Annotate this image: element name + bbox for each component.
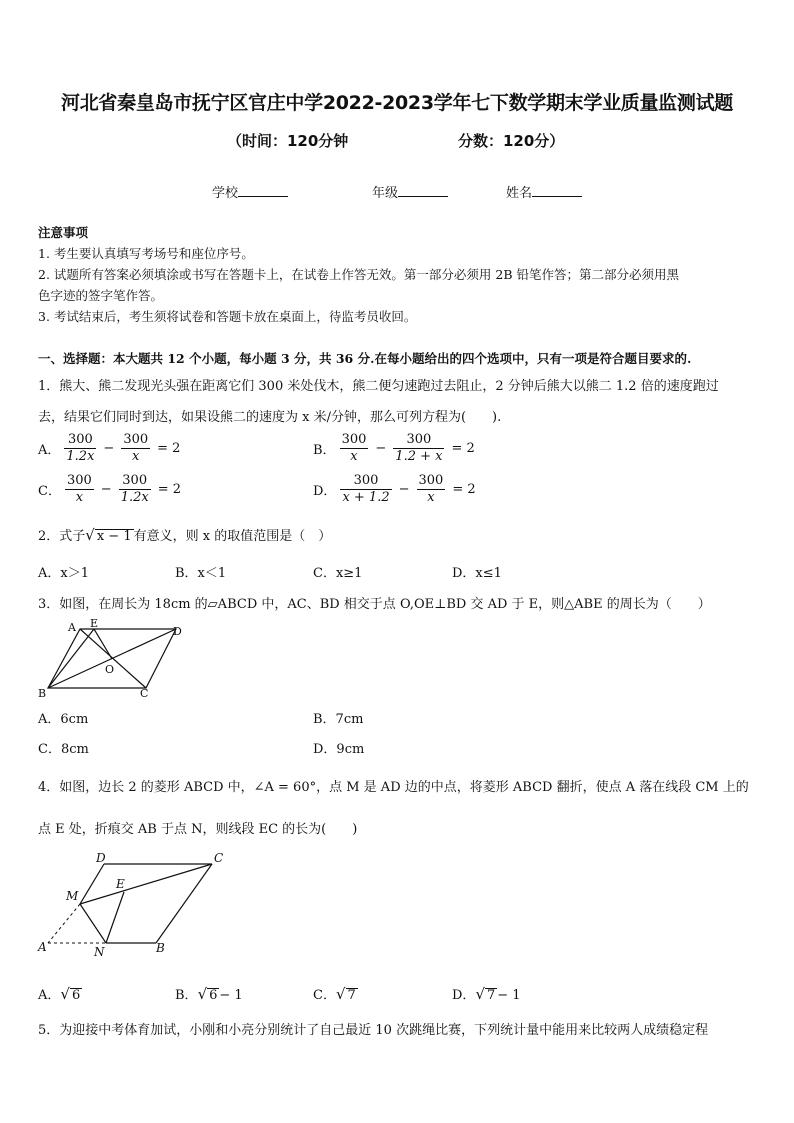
q2-option-b: B．x＜1: [175, 566, 227, 581]
q4-option-d: [452, 984, 521, 1003]
rhs: = 2: [157, 482, 181, 497]
grade-label: 年级: [372, 186, 399, 201]
denominator: x: [132, 449, 140, 464]
option-tail: − 1: [219, 988, 243, 1003]
denominator: 1.2x: [120, 490, 149, 505]
radical-sign: √: [475, 985, 485, 1003]
school-label: 学校: [212, 186, 239, 201]
name-field: [506, 182, 582, 201]
q1-option-d: [313, 473, 479, 506]
grade-field: [372, 182, 448, 201]
numerator: 300: [64, 432, 96, 449]
rhs: = 2: [452, 482, 476, 497]
label-o: O: [105, 663, 115, 676]
q3-option-b: B．7cm: [313, 712, 364, 727]
q1-text-line1: 1．熊大、熊二发现光头强在距离它们 300 米处伐木，熊二便匀速跑过去阻止，2 分钟后熊大以熊二 1.2 倍的速度跑过: [38, 379, 719, 394]
numerator: 300: [66, 473, 92, 488]
q2-option-d: D．x≤1: [452, 566, 502, 581]
label-c: C: [140, 687, 149, 700]
denominator: x: [427, 490, 435, 505]
notes-heading: 注意事项: [38, 225, 89, 240]
radical-sign: √: [60, 985, 70, 1003]
radicand: 6: [71, 988, 81, 1003]
option-tail: − 1: [497, 988, 521, 1003]
q1-option-c: [38, 473, 184, 506]
q3-parallelogram-figure: [34, 616, 194, 702]
exam-time: （时间：120分钟: [227, 132, 349, 150]
label-a: A: [68, 621, 76, 634]
label-m: M: [66, 889, 79, 903]
radicand: 7: [347, 988, 356, 1003]
label-b: B: [156, 941, 165, 955]
label-a: A: [38, 940, 47, 954]
q1-text-line2: 去，结果它们同时到达，如果设熊二的速度为 x 米/分钟，那么可列方程为( ).: [38, 410, 502, 425]
numerator: 300: [123, 432, 149, 447]
rhs: = 2: [157, 441, 181, 456]
label-n: N: [94, 945, 105, 959]
q2-option-a: A．x＞1: [38, 566, 89, 581]
q4-text-line2: 点 E 处，折痕交 AB 于点 N，则线段 EC 的长为( ): [38, 822, 358, 837]
option-label: B．: [313, 443, 336, 458]
operator: −: [375, 441, 387, 456]
option-label: D．: [452, 988, 476, 1003]
name-label: 姓名: [506, 186, 533, 201]
label-d: D: [173, 625, 182, 638]
q2-post: 有意义，则 x 的取值范围是（ ）: [133, 529, 332, 544]
label-e: E: [90, 617, 99, 630]
denominator: x + 1.2: [342, 490, 390, 505]
radicand: 7: [487, 988, 496, 1003]
label-c: C: [214, 851, 224, 865]
denominator: x: [75, 490, 84, 505]
segment-en: [106, 892, 124, 943]
numerator: 300: [340, 473, 391, 490]
radical-sign: √: [335, 985, 346, 1003]
q5-text: 5．为迎接中考体育加试，小刚和小亮分别统计了自己最近 10 次跳绳比赛，下列统计量中能用来比较两人成绩稳定程: [38, 1023, 709, 1038]
fraction: [393, 432, 444, 465]
numerator: 300: [119, 473, 151, 490]
fraction: [119, 473, 151, 506]
radical-sign: √: [85, 526, 95, 544]
q1-option-b: [313, 432, 478, 465]
fraction: [340, 432, 369, 465]
segment-be: [48, 629, 94, 688]
option-label: A．: [38, 988, 61, 1003]
operator: −: [103, 441, 115, 456]
q2-text: [38, 525, 331, 544]
denominator: 1.2x: [66, 449, 95, 464]
q2-pre: 2．式子: [38, 529, 86, 544]
section-heading: 一、选择题：本大题共 12 个小题，每小题 3 分，共 36 分.在每小题给出的四个选项中，只有一项是符合题目要求的.: [38, 351, 692, 366]
numerator: 300: [393, 432, 444, 449]
notes-block: [38, 222, 679, 327]
note-item: 色字迹的签字笔作答。: [38, 288, 164, 303]
fraction: [121, 432, 150, 465]
name-blank: [532, 184, 582, 197]
note-item: 2. 试题所有答案必须填涂或书写在答题卡上，在试卷上作答无效。第一部分必须用 2B 铅笔作答；第二部分必须用黑: [38, 267, 679, 282]
exam-title: 河北省秦皇岛市抚宁区官庄中学2022-2023学年七下数学期末学业质量监测试题: [61, 92, 733, 114]
note-item: 3. 考试结束后，考生须将试卷和答题卡放在桌面上，待监考员收回。: [38, 309, 417, 324]
denominator: 1.2 + x: [395, 449, 443, 464]
label-e: E: [116, 877, 125, 891]
q3-text: 3．如图，在周长为 18cm 的▱ABCD 中，AC、BD 相交于点 O,OE⊥BD 交 AD 于 E，则△ABE 的周长为（ ）: [38, 597, 711, 612]
option-label: A．: [38, 443, 61, 458]
fold-mn: [80, 904, 106, 943]
q4-rhombus-figure: [34, 848, 234, 962]
denominator: x: [350, 449, 358, 464]
rhs: = 2: [451, 441, 475, 456]
numerator: 300: [418, 473, 444, 488]
fraction: [64, 432, 96, 465]
radicand: x − 1: [96, 529, 132, 544]
fraction: [417, 473, 446, 506]
q4-option-c: [313, 984, 358, 1003]
side-cb: [156, 864, 212, 943]
radicand: 6: [209, 988, 218, 1003]
numerator: 300: [341, 432, 367, 447]
q3-option-a: A．6cm: [38, 712, 89, 727]
q4-text-line1: 4．如图，边长 2 的菱形 ABCD 中，∠A = 60°，点 M 是 AD 边的中点，将菱形 ABCD 翻折，使点 A 落在线段 CM 上的: [38, 780, 749, 795]
q3-option-d: D．9cm: [313, 742, 365, 757]
q4-option-a: [38, 984, 82, 1003]
option-label: B．: [175, 988, 198, 1003]
label-b: B: [38, 687, 47, 700]
grade-blank: [398, 184, 448, 197]
fraction: [340, 473, 391, 506]
radical-sign: √: [197, 985, 208, 1003]
q2-option-c: C．x≥1: [313, 566, 363, 581]
note-item: 1. 考生要认真填写考场号和座位序号。: [38, 246, 254, 261]
exam-score: 分数：120分）: [458, 132, 565, 150]
fraction: [65, 473, 94, 506]
q4-option-b: [175, 984, 243, 1003]
q3-option-c: C．8cm: [38, 742, 89, 757]
label-d: D: [96, 851, 106, 865]
option-label: C．: [38, 484, 61, 499]
option-label: D．: [313, 484, 337, 499]
dashed-ma: [48, 904, 80, 943]
school-blank: [238, 184, 288, 197]
operator: −: [398, 482, 410, 497]
q1-option-a: [38, 432, 183, 465]
school-field: [212, 182, 288, 201]
operator: −: [100, 482, 112, 497]
option-label: C．: [313, 988, 336, 1003]
